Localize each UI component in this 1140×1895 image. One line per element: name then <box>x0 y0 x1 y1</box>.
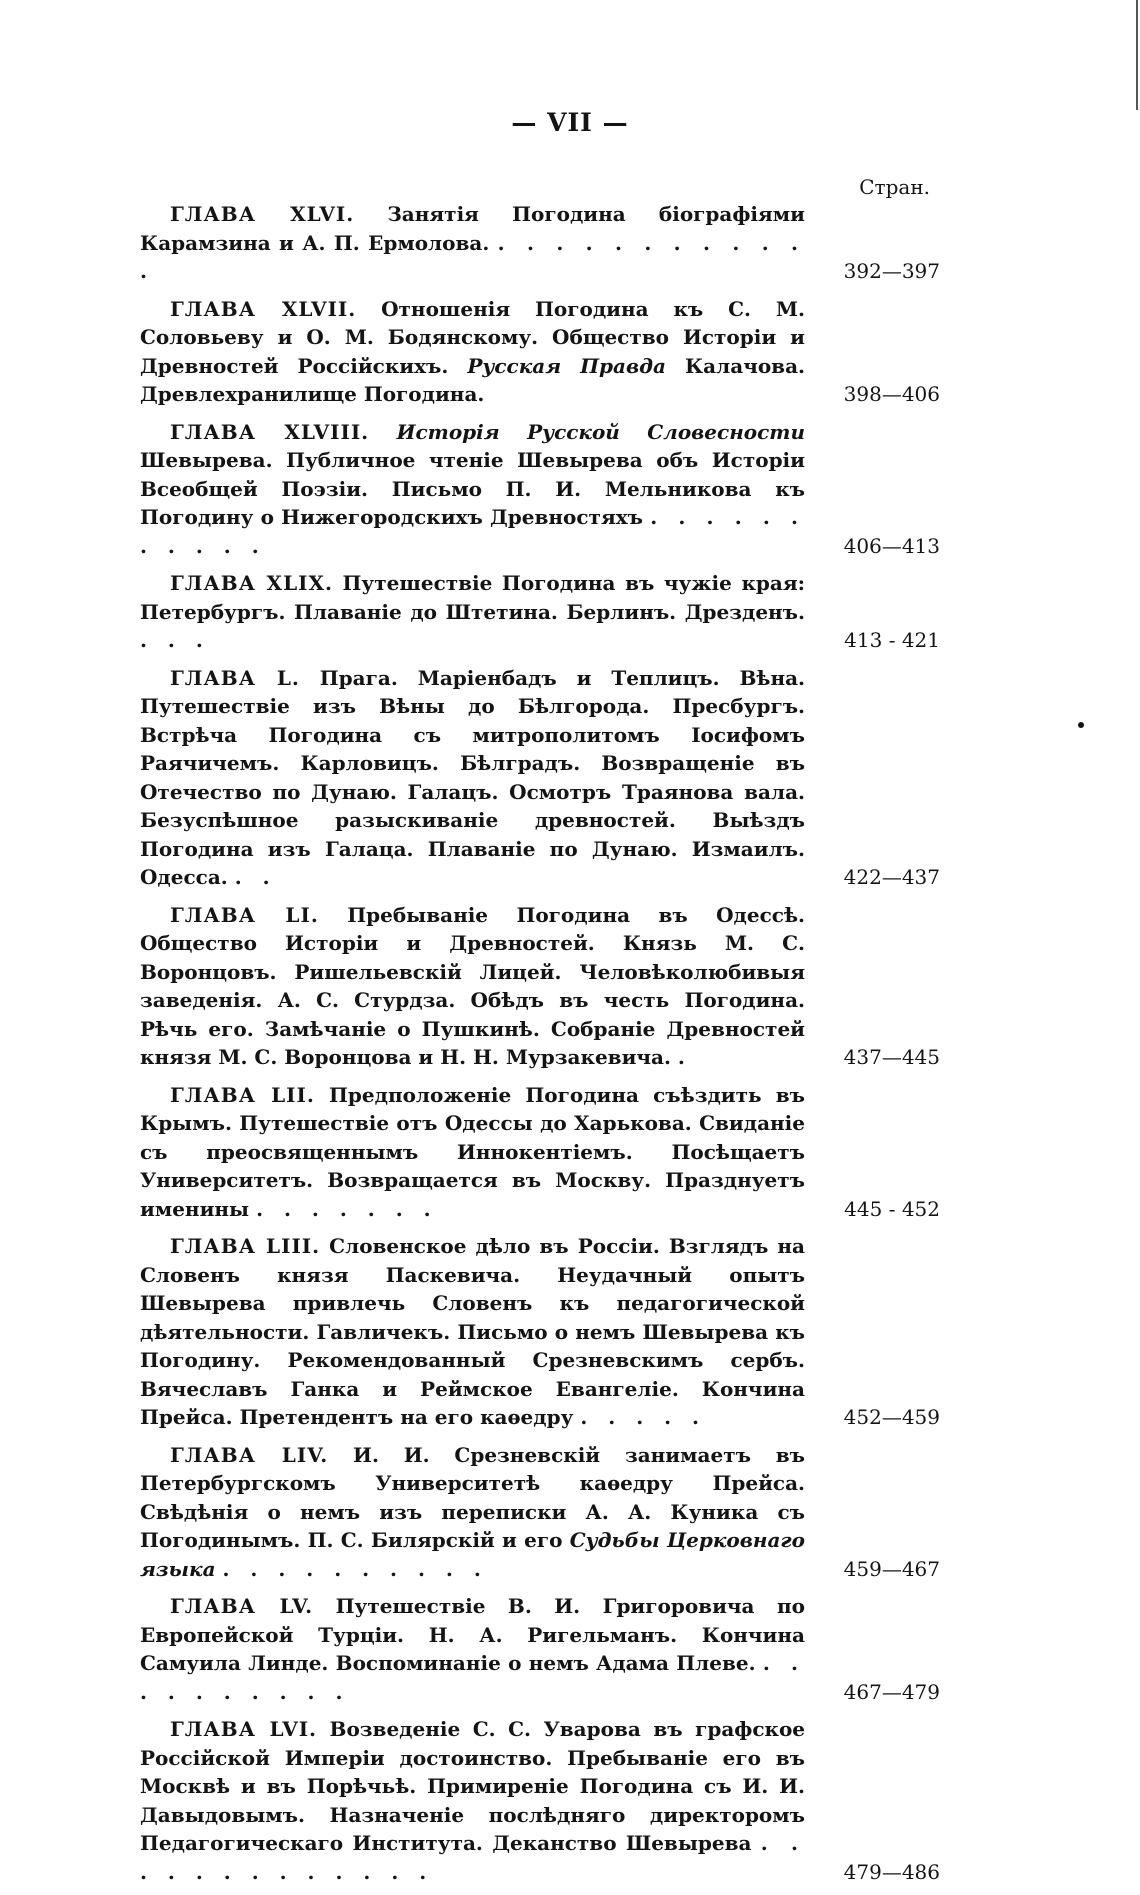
toc-entry-segment: Словенское дѣло въ Россіи. Взглядъ на Словенъ князя Паскевича. Неудачный опытъ Шевырева привлечь Словенъ къ педагогической дѣятельности. Гавличекъ. Письмо о немъ Шевырева къ Погодину. Рекомендованный Срезневскимъ сербъ. Вячеславъ Ганка и Реймское Евангеліе. Кончина Прейса. Претендентъ на его каѳедру <box>140 1234 806 1429</box>
toc-entry-segment: И. И. Срезневскій занимаетъ въ Петербургскомъ Университетѣ каѳедру Прейса. Свѣдѣнія о немъ изъ переписки А. А. Куника съ Погодинымъ. П. С. Билярскій и его <box>140 1442 806 1552</box>
toc-dot-leaders: . . . <box>140 628 210 652</box>
toc-dot-leaders: . . . . . . . . . . . . . <box>140 1831 805 1884</box>
toc-entry-text <box>140 569 805 655</box>
toc-entry-italic-title: Судьбы Церковнаго языка <box>140 1528 805 1581</box>
toc-entry-segment: Шевырева. Публичное чтеніе Шевырева объ Исторіи Всеобщей Поэзіи. Письмо П. И. Мельникова къ Погодину о Нижегородскихъ Древностяхъ <box>140 448 805 529</box>
toc-entry-italic-title: Русская Правда <box>467 353 666 378</box>
toc-dot-leaders: . . . . . . . . . . <box>222 1556 488 1581</box>
toc-entry <box>140 1715 940 1886</box>
toc-page-range: 406—413 <box>843 533 940 558</box>
toc-dot-leaders: . . . . . <box>580 1405 707 1429</box>
toc-dot-leaders: . . . . . . . . . . . <box>140 505 806 558</box>
toc-entry-segment: Возведеніе С. С. Уварова въ графское Россійской Имперіи достоинство. Пребываніе его въ Москвѣ и въ Порѣчьѣ. Примиреніе Погодина съ И. И. Давыдовымъ. Назначеніе послѣдняго директоромъ Педагогическаго Института. Деканство Шевырева <box>140 1717 806 1855</box>
toc-chapter-number: ГЛАВА XLIX. <box>170 571 333 595</box>
toc-entry <box>140 1232 940 1432</box>
table-of-contents <box>140 200 940 1895</box>
toc-chapter-number: ГЛАВА XLVII. <box>170 296 357 321</box>
toc-entry-segment <box>216 1557 223 1581</box>
toc-dot-leaders: . . . . . . . <box>256 1196 438 1221</box>
toc-chapter-number: ГЛАВА LIV. <box>170 1442 329 1467</box>
toc-dot-leaders: . . . . . . . . . . <box>140 1651 806 1704</box>
toc-dot-leaders: . . . . . . . . . . . . <box>140 230 805 283</box>
toc-entry-text <box>140 1715 805 1886</box>
toc-entry <box>140 418 940 561</box>
toc-entry <box>140 295 940 409</box>
toc-entry-text <box>140 1081 805 1224</box>
toc-chapter-number: ГЛАВА LVI. <box>170 1717 318 1741</box>
toc-chapter-number: ГЛАВА LII. <box>170 1082 315 1107</box>
toc-entry-segment: Калачова. Древлехранилище Погодина. <box>140 353 805 406</box>
pages-column-header: Стран. <box>859 175 930 199</box>
toc-entry-segment: Путешествіе Погодина въ чужіе края: Петербургъ. Плаваніе до Штетина. Берлинъ. Дрезденъ. <box>140 571 805 624</box>
toc-entry-segment: Прага. Маріенбадъ и Теплицъ. Вѣна. Путешествіе изъ Вѣны до Бѣлгорода. Пресбургъ. Встрѣча Погодина съ митрополитомъ Іосифомъ Раячичемъ. Карловицъ. Бѣлградъ. Возвращеніе въ Отечество по Дунаю. Галацъ. Осмотръ Траянова вала. Безуспѣшное разыскиваніе древностей. Выѣздъ Погодина изъ Галаца. Плаваніе по Дунаю. Измаилъ. Одесса. <box>140 665 806 889</box>
page-number: — VII — <box>511 108 629 137</box>
toc-page-range: 467—479 <box>843 1679 940 1704</box>
toc-entry-text <box>140 200 805 286</box>
toc-entry-text <box>140 1232 805 1432</box>
toc-page-range: 413 - 421 <box>844 628 940 652</box>
toc-chapter-number: ГЛАВА LIII. <box>170 1234 321 1258</box>
toc-page-range: 445 - 452 <box>844 1196 940 1221</box>
toc-page-range: 398—406 <box>843 382 940 406</box>
toc-page-range: 452—459 <box>843 1405 940 1429</box>
toc-entry-segment: Занятія Погодина біографіями Карамзина и А. П. Ермолова. <box>140 202 805 255</box>
toc-entry-text <box>140 664 805 892</box>
toc-page-range: 392—397 <box>843 259 940 283</box>
toc-entry <box>140 901 940 1072</box>
toc-dot-leaders: . <box>677 1045 692 1069</box>
toc-chapter-number: ГЛАВА LV. <box>170 1594 314 1618</box>
toc-entry <box>140 664 940 892</box>
toc-entry-segment: Предположеніе Погодина съѣздить въ Крымъ. Путешествіе отъ Одессы до Харькова. Свиданіе съ преосвященнымъ Иннокентіемъ. Посѣщаетъ Университетъ. Возвращается въ Москву. Празднуетъ именины <box>140 1082 805 1221</box>
toc-entry-text <box>140 1592 805 1706</box>
toc-entry <box>140 200 940 286</box>
toc-entry <box>140 569 940 655</box>
toc-dot-leaders: . . <box>234 865 277 889</box>
toc-entry-text <box>140 1441 805 1584</box>
toc-entry-italic-title: Исторія Русской Словесности <box>396 419 805 444</box>
toc-page-range: 422—437 <box>843 865 940 889</box>
toc-entry-text <box>140 418 805 561</box>
toc-entry-segment <box>369 420 396 444</box>
toc-entry-text <box>140 901 805 1072</box>
toc-page-range: 437—445 <box>843 1045 940 1069</box>
toc-entry-text <box>140 295 805 409</box>
toc-entry-segment: Отношенія Погодина къ С. М. Соловьеву и О. М. Бодянскому. Общество Исторіи и Древностей Россійскихъ. <box>140 296 805 378</box>
scan-edge-mark <box>1136 0 1138 110</box>
toc-entry <box>140 1592 940 1706</box>
toc-entry <box>140 1441 940 1584</box>
toc-chapter-number: ГЛАВА XLVIII. <box>170 419 370 444</box>
toc-chapter-number: ГЛАВА XLVI. <box>170 202 355 226</box>
toc-entry-segment: Пребываніе Погодина въ Одессѣ. Общество Исторіи и Древностей. Князь М. С. Воронцовъ. Ришельевскій Лицей. Человѣколюбивыя заведенія. А. С. Стурдза. Обѣдъ въ честь Погодина. Рѣчь его. Замѣчаніе о Пушкинѣ. Собраніе Древностей князя М. С. Воронцова и Н. Н. Мурзакевича. <box>140 902 805 1069</box>
margin-ink-dot <box>1078 722 1084 728</box>
toc-entry-segment: Путешествіе В. И. Григоровича по Европейской Турціи. Н. А. Ригельманъ. Кончина Самуила Линде. Воспоминаніе о немъ Адама Плеве. <box>140 1594 805 1675</box>
toc-entry <box>140 1081 940 1224</box>
toc-chapter-number: ГЛАВА LI. <box>170 902 319 927</box>
toc-page-range: 459—467 <box>843 1556 940 1581</box>
toc-page-range: 479—486 <box>843 1859 940 1884</box>
toc-chapter-number: ГЛАВА L. <box>170 665 300 690</box>
